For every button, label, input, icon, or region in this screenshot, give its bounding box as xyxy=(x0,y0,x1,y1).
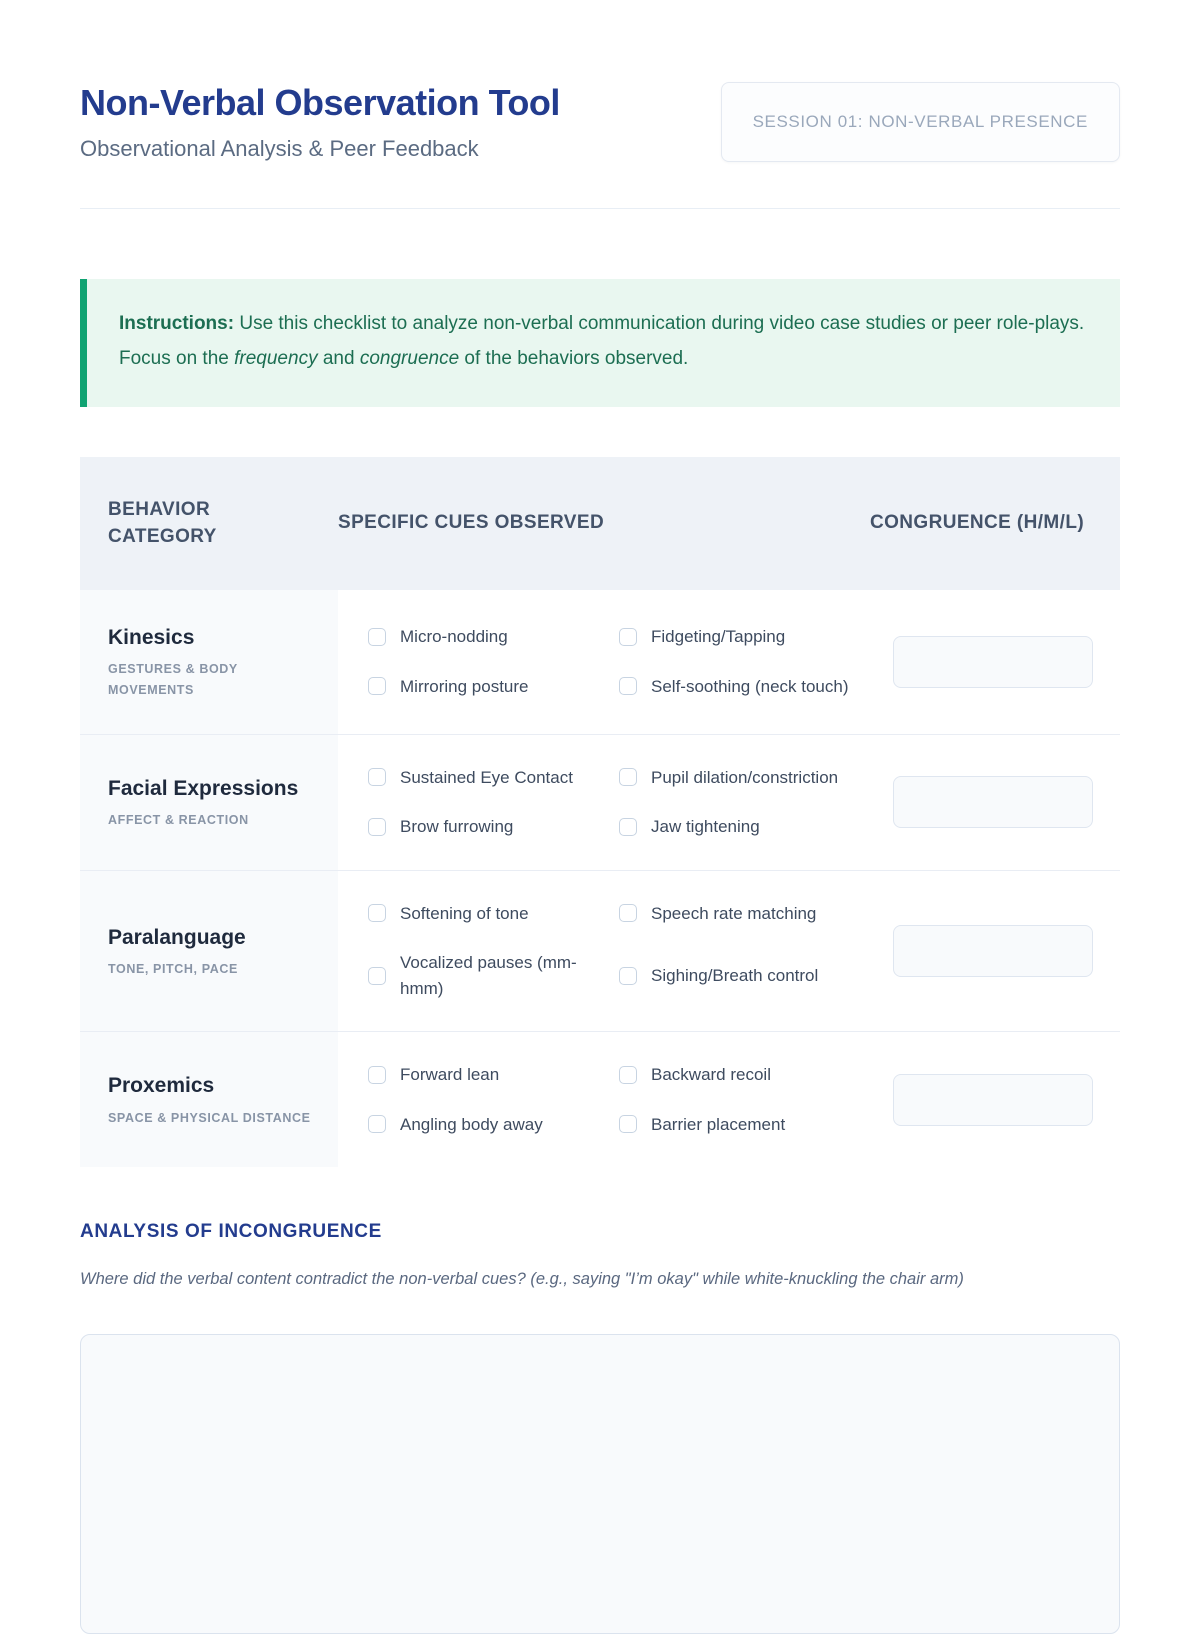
cue-item xyxy=(619,950,852,1001)
cue-item xyxy=(619,814,852,840)
cue-label: Brow furrowing xyxy=(400,817,514,837)
category-subtitle: TONE, PITCH, PACE xyxy=(108,962,238,977)
cue-item xyxy=(619,624,852,650)
category-cell xyxy=(80,1032,338,1167)
cue-item xyxy=(368,814,601,840)
cue-item xyxy=(368,901,601,927)
category-cell xyxy=(80,871,338,1032)
cues-cell xyxy=(338,590,870,734)
instructions-callout xyxy=(80,279,1120,406)
cue-checkbox[interactable] xyxy=(368,904,386,922)
column-header-specific-cues: SPECIFIC CUES OBSERVED xyxy=(338,512,605,534)
cue-item xyxy=(619,674,852,700)
cue-label: Vocalized pauses (mm-hmm) xyxy=(400,953,577,998)
header-divider xyxy=(80,208,1120,209)
cue-label: Sustained Eye Contact xyxy=(400,767,573,787)
congruence-cell xyxy=(870,1032,1120,1167)
cue-label: Self-soothing (neck touch) xyxy=(651,676,849,696)
cue-checkbox[interactable] xyxy=(619,818,637,836)
category-subtitle: SPACE & PHYSICAL DISTANCE xyxy=(108,1110,311,1125)
cue-checkbox[interactable] xyxy=(619,768,637,786)
cue-checkbox[interactable] xyxy=(368,677,386,695)
cue-checkbox[interactable] xyxy=(619,967,637,985)
table-row xyxy=(80,870,1120,1032)
incongruence-textarea[interactable] xyxy=(80,1334,1120,1634)
instructions-label: Instructions: xyxy=(119,313,235,335)
cue-label: Fidgeting/Tapping xyxy=(651,627,786,647)
cue-label: Sighing/Breath control xyxy=(651,965,819,985)
cue-label: Pupil dilation/constriction xyxy=(651,767,839,787)
category-title: Paralanguage xyxy=(108,925,246,949)
table-row xyxy=(80,734,1120,870)
cue-checkbox[interactable] xyxy=(368,818,386,836)
category-title: Facial Expressions xyxy=(108,776,299,800)
table-row xyxy=(80,590,1120,734)
congruence-input[interactable] xyxy=(893,636,1093,688)
cue-item xyxy=(619,1112,852,1138)
cue-checkbox[interactable] xyxy=(368,967,386,985)
cue-label: Angling body away xyxy=(400,1114,543,1134)
cues-cell xyxy=(338,871,870,1032)
cue-label: Mirroring posture xyxy=(400,676,529,696)
table-header-row xyxy=(80,457,1120,590)
observation-table-body xyxy=(80,590,1120,1168)
instructions-em-frequency: frequency xyxy=(234,347,318,369)
cue-item xyxy=(368,624,601,650)
category-title: Proxemics xyxy=(108,1074,215,1098)
cue-item xyxy=(619,901,852,927)
observation-table xyxy=(80,457,1120,1168)
category-subtitle: AFFECT & REACTION xyxy=(108,813,249,828)
cue-checkbox[interactable] xyxy=(619,677,637,695)
cue-label: Speech rate matching xyxy=(651,903,817,923)
congruence-cell xyxy=(870,735,1120,870)
cues-cell xyxy=(338,735,870,870)
column-header-congruence: CONGRUENCE (H/M/L) xyxy=(870,512,1085,534)
category-subtitle: GESTURES & BODY MOVEMENTS xyxy=(108,662,238,698)
cue-checkbox[interactable] xyxy=(619,1115,637,1133)
category-title: Kinesics xyxy=(108,625,195,649)
congruence-input[interactable] xyxy=(893,925,1093,977)
cue-label: Forward lean xyxy=(400,1065,500,1085)
title-block xyxy=(80,82,560,162)
cue-label: Softening of tone xyxy=(400,903,529,923)
cue-checkbox[interactable] xyxy=(368,768,386,786)
instructions-text-2: and xyxy=(317,347,360,369)
page-subtitle: Observational Analysis & Peer Feedback xyxy=(80,136,479,162)
analysis-prompt: Where did the verbal content contradict the non-verbal cues? (e.g., saying "I’m okay" while white-knuckling the chair arm) xyxy=(80,1270,964,1289)
instructions-em-congruence: congruence xyxy=(359,347,460,369)
cue-item xyxy=(368,1062,601,1088)
cue-item xyxy=(368,674,601,700)
analysis-section xyxy=(80,1221,1120,1634)
congruence-input[interactable] xyxy=(893,1074,1093,1126)
congruence-cell xyxy=(870,590,1120,734)
cue-checkbox[interactable] xyxy=(368,628,386,646)
cue-item xyxy=(619,1062,852,1088)
cue-item xyxy=(368,1112,601,1138)
cue-item xyxy=(368,765,601,791)
cue-checkbox[interactable] xyxy=(368,1066,386,1084)
column-header-behavior-category: BEHAVIOR CATEGORY xyxy=(108,498,217,548)
session-badge: SESSION 01: NON-VERBAL PRESENCE xyxy=(721,82,1120,162)
cue-label: Jaw tightening xyxy=(651,817,760,837)
cue-checkbox[interactable] xyxy=(368,1115,386,1133)
cue-label: Micro-nodding xyxy=(400,627,508,647)
cue-checkbox[interactable] xyxy=(619,1066,637,1084)
cue-item xyxy=(619,765,852,791)
cue-checkbox[interactable] xyxy=(619,904,637,922)
page-header xyxy=(80,82,1120,162)
cue-item xyxy=(368,950,601,1001)
cue-label: Backward recoil xyxy=(651,1065,771,1085)
congruence-cell xyxy=(870,871,1120,1032)
cues-cell xyxy=(338,1032,870,1167)
category-cell xyxy=(80,590,338,734)
page-title: Non-Verbal Observation Tool xyxy=(80,82,560,123)
instructions-text-1: Use this checklist to analyze non-verbal communication during video case studies or peer role-plays. Focus on the xyxy=(119,313,1085,369)
analysis-heading: ANALYSIS OF INCONGRUENCE xyxy=(80,1221,382,1243)
table-row xyxy=(80,1031,1120,1167)
cue-checkbox[interactable] xyxy=(619,628,637,646)
cue-label: Barrier placement xyxy=(651,1114,786,1134)
congruence-input[interactable] xyxy=(893,776,1093,828)
instructions-text-3: of the behaviors observed. xyxy=(459,347,689,369)
category-cell xyxy=(80,735,338,870)
